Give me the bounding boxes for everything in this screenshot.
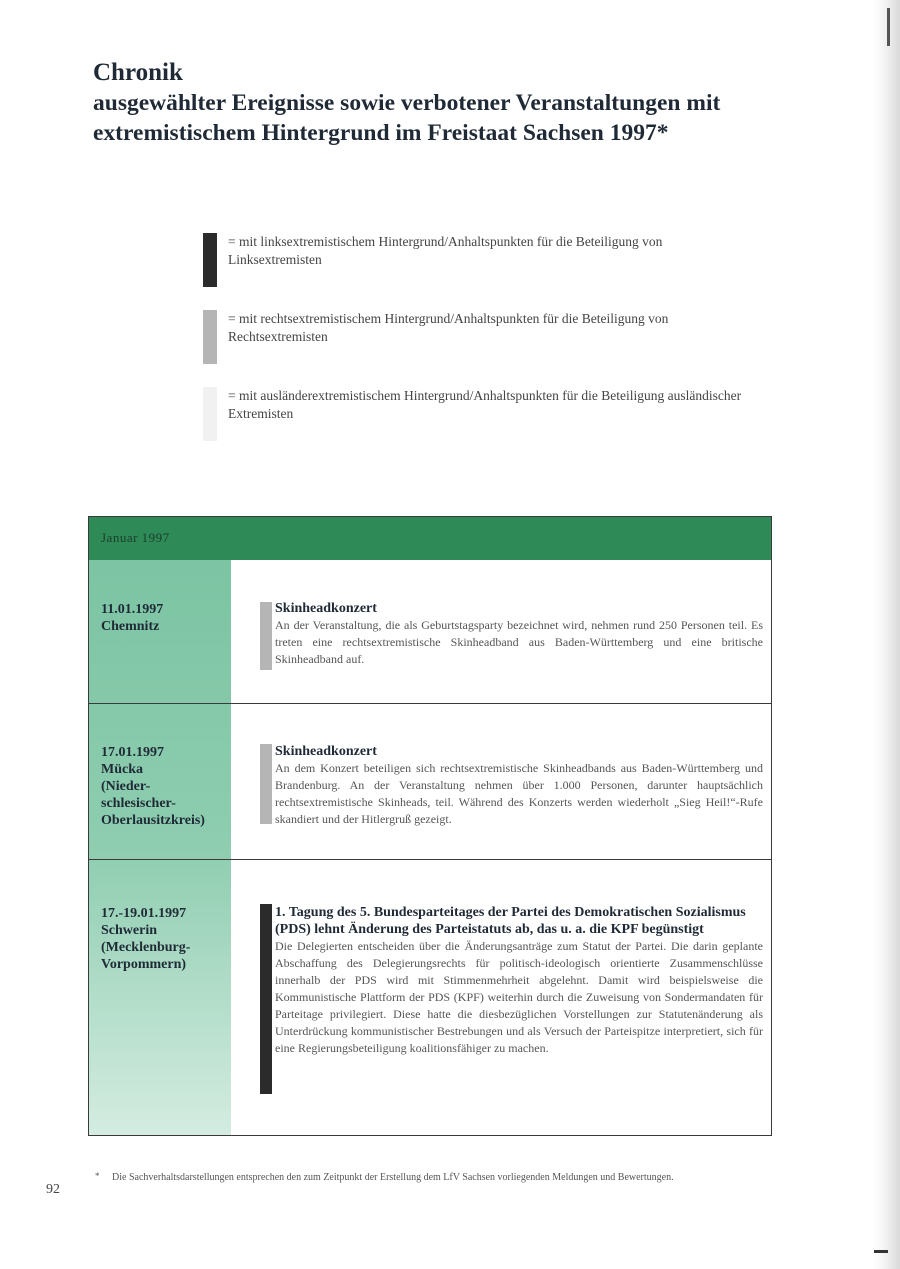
legend-swatch xyxy=(203,310,217,364)
entry-date: 17.-19.01.1997 xyxy=(101,906,187,921)
entry-place: schlesischer- xyxy=(101,796,176,811)
category-bar xyxy=(260,602,272,670)
entry-date-place xyxy=(101,905,229,973)
entry-date-place xyxy=(101,744,229,829)
entry-body: An dem Konzert beteiligen sich rechtsextremistische Skinheadbands aus Baden-Württemberg und Brandenburg. An der Veranstaltung nehmen über 1.000 Personen, darunter hauptsächlich rechtsextremistische Skinheads, teil. Während des Konzerts werden wiederholt „Sieg Heil!“-Rufe skandiert und der Hitlergruß gezeigt. xyxy=(275,761,763,826)
entry-place: Mücka xyxy=(101,762,143,777)
month-header xyxy=(89,517,771,560)
entry-place: (Mecklenburg- xyxy=(101,940,191,955)
scan-edge-shadow xyxy=(874,0,900,1269)
title-line: extremistischem Hintergrund im Freistaat Sachsen 1997* xyxy=(93,120,669,146)
entry-body: Die Delegierten entscheiden über die Änderungsanträge zum Statut der Partei. Die darin geplante Abschaffung des Delegierungsrechts für politisch-ideologisch orientierte Zusammenschlüsse innerhalb der PDS wird mit Stimmenmehrheit abgelehnt. Damit wird beispielsweise die Kommunistische Plattform der PDS (KPF) weiterhin durch die Zuweisung von Sondermandaten für Parteitage privilegiert. Diese hatte die diesbezüglichen Vorstellungen zur Statutenänderung als Unterdrückung kommunistischer Bestrebungen und als Versuch der Parteispitze interpretiert, sich für eine Regierungsbeteiligung koalitionsfähiger zu machen. xyxy=(275,939,763,1055)
entry-body: An der Veranstaltung, die als Geburtstagsparty bezeichnet wird, nehmen rund 250 Personen teil. Es treten eine rechtsextremistische Skinheadband aus Baden-Württemberg und eine britische Skinheadband auf. xyxy=(275,618,763,666)
entry-place: Vorpommern) xyxy=(101,957,187,972)
entry-date: 11.01.1997 xyxy=(101,602,164,617)
legend-text: = mit linksextremistischem Hintergrund/Anhaltspunkten für die Beteiligung von Linksextremisten xyxy=(228,234,663,267)
title-line: ausgewählter Ereignisse sowie verbotener Veranstaltungen mit xyxy=(93,90,721,116)
title-line: Chronik xyxy=(93,59,183,86)
entry-place: (Nieder- xyxy=(101,779,151,794)
category-bar xyxy=(260,904,272,1094)
entry-place: Chemnitz xyxy=(101,619,160,634)
legend-text: = mit ausländerextremistischem Hintergrund/Anhaltspunkten für die Beteiligung ausländischer Extremisten xyxy=(228,388,742,421)
scan-mark xyxy=(887,8,890,46)
chronicle-entry xyxy=(89,560,771,703)
chronicle-entry xyxy=(89,860,771,1135)
legend-swatch xyxy=(203,233,217,287)
footnote-text: Die Sachverhaltsdarstellungen entsprechen den zum Zeitpunkt der Erstellung dem LfV Sachsen vorliegenden Meldungen und Bewertungen. xyxy=(112,1172,674,1183)
month-label: Januar 1997 xyxy=(101,530,170,545)
entry-content xyxy=(275,743,763,828)
entry-place: Schwerin xyxy=(101,923,157,938)
legend-swatch xyxy=(203,387,217,441)
entry-date-place xyxy=(101,601,229,635)
legend-text: = mit rechtsextremistischem Hintergrund/Anhaltspunkten für die Beteiligung von Rechtsextremisten xyxy=(228,311,669,344)
entry-place: Oberlausitzkreis) xyxy=(101,813,205,828)
footnote-marker: * xyxy=(95,1171,100,1181)
scan-mark xyxy=(874,1250,888,1253)
entry-date: 17.01.1997 xyxy=(101,745,164,760)
entry-heading: 1. Tagung des 5. Bundesparteitages der Partei des Demokratischen Sozialismus (PDS) lehnt Änderung des Parteistatuts ab, das u. a. die KPF begünstigt xyxy=(275,905,746,937)
category-bar xyxy=(260,744,272,824)
chronicle-entry xyxy=(89,704,771,859)
page-title xyxy=(93,58,813,148)
page-number: 92 xyxy=(46,1182,60,1197)
entry-heading: Skinheadkonzert xyxy=(275,744,377,759)
entry-content xyxy=(275,904,763,1057)
entry-heading: Skinheadkonzert xyxy=(275,601,377,616)
chronicle-table xyxy=(88,516,772,1136)
entry-content xyxy=(275,600,763,668)
